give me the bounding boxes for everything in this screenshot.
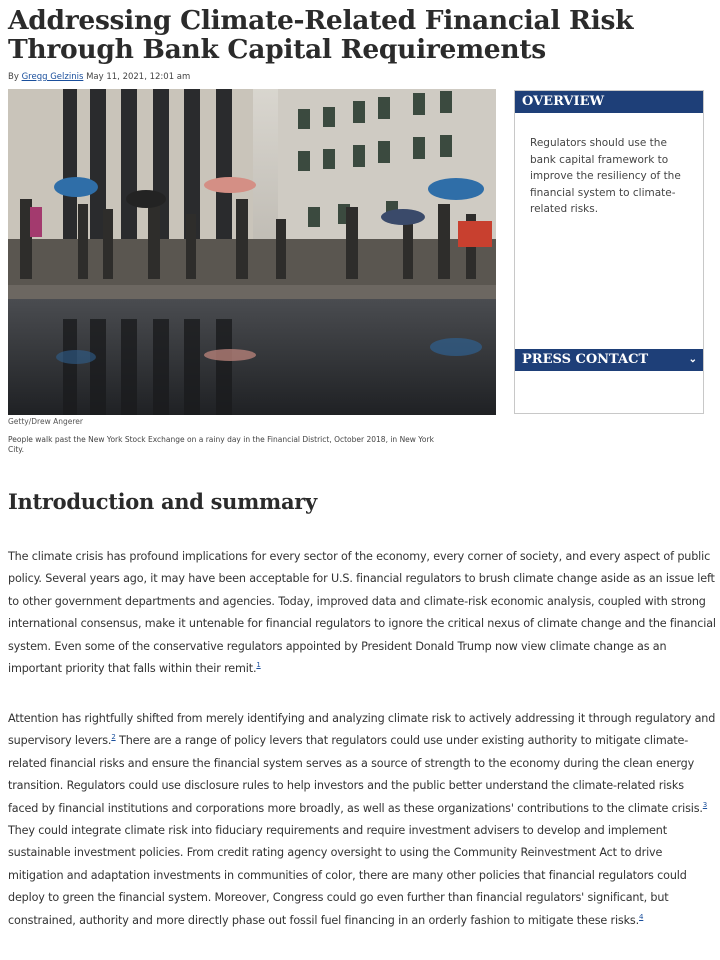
paragraph-2 [8, 708, 716, 932]
press-contact-heading: PRESS CONTACT [522, 352, 649, 367]
footnote-link[interactable]: 4 [639, 912, 644, 921]
sidebar-panel [514, 90, 704, 414]
photo-credit: Getty/Drew Angerer [8, 417, 83, 426]
press-contact-toggle[interactable] [515, 349, 703, 371]
stock-exchange-photo [8, 89, 496, 415]
footnote-link[interactable]: 2 [111, 733, 116, 742]
hero-image [8, 89, 496, 415]
footnote-link[interactable]: 1 [256, 661, 261, 670]
paragraph-2-text-b: There are a range of policy levers that regulators could use under existing authority to mitigate climate-related financial risks and ensure the financial system serves as a source of strength to the economy during the clean energy transition. Regulators could use disclosure rules to help investors and the public better understand the climate-related risks faced by financial institutions and corporations more broadly, as well as these organizations' contributions to the climate crisis. [8, 734, 703, 815]
overview-heading: OVERVIEW [515, 91, 703, 113]
byline [8, 72, 190, 82]
author-link[interactable]: Gregg Gelzinis [21, 72, 84, 82]
photo-caption: People walk past the New York Stock Exchange on a rainy day in the Financial District, October 2018, in New York City. [8, 435, 434, 454]
chevron-down-icon[interactable]: ⌄ [688, 354, 697, 365]
byline-prefix: By [8, 72, 19, 82]
overview-text: Regulators should use the bank capital framework to improve the resiliency of the financial system to climate-related risks. [530, 137, 681, 215]
paragraph-1 [8, 546, 716, 680]
footnote-link[interactable]: 3 [702, 800, 708, 809]
publish-date: May 11, 2021, 12:01 am [86, 72, 191, 82]
paragraph-1-text: The climate crisis has profound implications for every sector of the economy, every corner of society, and every aspect of public policy. Several years ago, it may have been acceptable for U.S. financial regulators to brush climate change aside as an issue left to other government departments and agencies. Today, improved data and climate-risk economic analysis, coupled with strong international consensus, make it untenable for financial regulators to ignore the critical nexus of climate change and the financial system. Even some of the conservative regulators appointed by President Donald Trump now view climate change as an important priority that falls within their remit. [8, 550, 716, 676]
paragraph-2-text-c: They could integrate climate risk into fiduciary requirements and require investment advisers to develop and implement sustainable investment policies. From credit rating agency oversight to using the Community Reinvestment Act to drive mitigation and adaptation investments in communities of color, there are many other policies that financial regulators could deploy to green the financial system. Moreover, Congress could go even further than financial regulators' significant, but constrained, authority and more directly phase out fossil fuel financing in an orderly fashion to mitigate these risks. [8, 824, 687, 927]
article-title: Addressing Climate-Related Financial Risk Through Bank Capital Requirements [8, 5, 634, 65]
paragraph-2-text-a: Attention has rightfully shifted from merely identifying and analyzing climate risk to actively addressing it through regulatory and supervisory levers. [8, 712, 716, 748]
section-heading: Introduction and summary [8, 489, 317, 514]
